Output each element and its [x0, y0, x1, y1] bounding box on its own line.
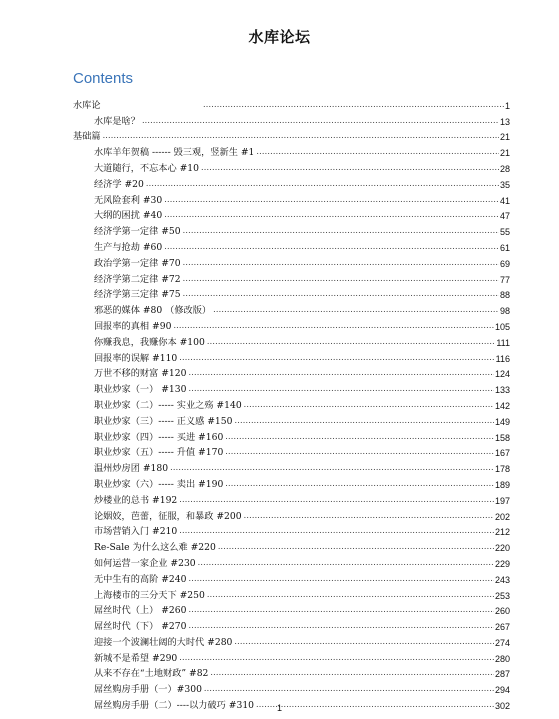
- toc-entry-page-number: 294: [494, 685, 510, 696]
- toc-entry-label: Re-Sale 为什么这么难 #220: [94, 542, 216, 554]
- toc-entry[interactable]: [73, 602, 510, 618]
- toc-entry-label: 如何运营一家企业 #230: [94, 557, 196, 569]
- toc-entry-label: 市场营销入门 #210: [94, 526, 178, 538]
- toc-entry[interactable]: [73, 680, 510, 696]
- toc-entry[interactable]: [73, 491, 510, 507]
- toc-entry[interactable]: [73, 317, 510, 333]
- toc-entry-label: 回报率的误解 #110: [94, 352, 178, 364]
- toc-dot-leader: [146, 179, 499, 191]
- toc-entry-page-number: 13: [499, 116, 510, 127]
- toc-entry[interactable]: [73, 380, 510, 396]
- contents-heading: Contents: [73, 70, 134, 87]
- toc-entry-page-number: 167: [494, 448, 510, 459]
- toc-entry[interactable]: [73, 570, 510, 586]
- toc-entry[interactable]: [73, 365, 510, 381]
- toc-entry[interactable]: [73, 207, 510, 223]
- toc-dot-leader: [207, 337, 495, 349]
- toc-entry[interactable]: [73, 222, 510, 238]
- toc-dot-leader: [201, 163, 499, 175]
- toc-entry[interactable]: [73, 175, 510, 191]
- toc-entry-page-number: 1: [504, 100, 510, 111]
- toc-entry-page-number: 260: [494, 606, 510, 617]
- toc-dot-leader: [188, 574, 494, 586]
- toc-entry-label: 职业炒家（二）----- 实业之殇 #140: [94, 399, 242, 411]
- toc-entry-page-number: 111: [496, 337, 510, 348]
- toc-entry[interactable]: [73, 286, 510, 302]
- toc-entry-page-number: 105: [494, 321, 510, 332]
- toc-dot-leader: [198, 558, 494, 570]
- toc-entry-page-number: 302: [494, 701, 510, 712]
- toc-entry-label: 新城不是希望 #290: [94, 652, 178, 664]
- toc-entry-page-number: 88: [499, 290, 510, 301]
- toc-entry-page-number: 116: [495, 353, 510, 364]
- toc-dot-leader: [173, 321, 494, 333]
- toc-dot-leader: [183, 226, 499, 238]
- toc-entry[interactable]: [73, 349, 510, 365]
- toc-entry-page-number: 189: [494, 479, 510, 490]
- toc-entry-label: 屌丝时代（下） #270: [94, 621, 187, 633]
- toc-entry[interactable]: [73, 459, 510, 475]
- toc-entry-page-number: 253: [494, 590, 510, 601]
- toc-entry[interactable]: [73, 159, 510, 175]
- toc-entry[interactable]: [73, 507, 510, 523]
- toc-entry[interactable]: [73, 333, 510, 349]
- toc-entry-label: 大道随行，不忘本心 #10: [94, 162, 199, 174]
- toc-dot-leader: [164, 210, 499, 222]
- toc-entry-page-number: 21: [499, 132, 510, 143]
- toc-entry[interactable]: [73, 665, 510, 681]
- toc-entry-label: 职业炒家（一） #130: [94, 384, 187, 396]
- toc-entry[interactable]: [73, 538, 510, 554]
- toc-entry-label: 水库羊年贺稿 ------ 毁三观，竖新生 #1: [94, 147, 255, 159]
- toc-entry[interactable]: [73, 128, 510, 144]
- toc-entry[interactable]: [73, 428, 510, 444]
- toc-dot-leader: [225, 432, 494, 444]
- toc-entry-page-number: 98: [499, 306, 510, 317]
- toc-entry-label: 论姻姣，芭蕾，征服，和暴政 #200: [94, 510, 242, 522]
- toc-entry-label: 炒楼业的总书 #192: [94, 494, 178, 506]
- toc-entry-page-number: 212: [494, 527, 510, 538]
- toc-entry[interactable]: [73, 475, 510, 491]
- toc-entry-label: 邪恶的媒体 #80 （修改版）: [94, 305, 212, 317]
- toc-entry[interactable]: [73, 412, 510, 428]
- toc-dot-leader: [218, 542, 494, 554]
- toc-entry-label: 经济学第二定律 #72: [94, 273, 181, 285]
- toc-dot-leader: [183, 258, 499, 270]
- toc-dot-leader: [234, 637, 494, 649]
- toc-dot-leader: [203, 100, 504, 112]
- toc-entry-label: 经济学 #20: [94, 178, 144, 190]
- toc-entry-page-number: 220: [494, 543, 510, 554]
- toc-entry-page-number: 280: [494, 653, 510, 664]
- toc-dot-leader: [210, 668, 494, 680]
- table-of-contents: [73, 96, 510, 712]
- toc-entry[interactable]: [73, 96, 510, 112]
- toc-entry-page-number: 178: [494, 464, 510, 475]
- toc-entry-label: 经济学第一定律 #50: [94, 226, 181, 238]
- toc-entry-page-number: 158: [494, 432, 510, 443]
- toc-entry-label: 屌丝购房手册（二）----以力破巧 #310: [94, 700, 255, 712]
- toc-entry-page-number: 142: [494, 400, 510, 411]
- toc-entry-page-number: 133: [494, 385, 510, 396]
- toc-entry[interactable]: [73, 112, 510, 128]
- toc-dot-leader: [103, 131, 499, 143]
- toc-entry-label: 回报率的真相 #90: [94, 320, 172, 332]
- toc-dot-leader: [225, 479, 494, 491]
- toc-entry-label: 上海楼市的三分天下 #250: [94, 589, 205, 601]
- toc-dot-leader: [188, 621, 494, 633]
- toc-dot-leader: [183, 289, 499, 301]
- toc-dot-leader: [204, 684, 494, 696]
- toc-entry-label: 职业炒家（六）----- 卖出 #190: [94, 478, 224, 490]
- toc-dot-leader: [164, 195, 499, 207]
- document-title: 水库论坛: [248, 28, 311, 46]
- toc-entry-page-number: 77: [499, 274, 510, 285]
- toc-entry[interactable]: [73, 444, 510, 460]
- toc-entry-label: 职业炒家（三）----- 正义感 #150: [94, 415, 233, 427]
- toc-entry-page-number: 197: [494, 495, 510, 506]
- toc-entry-page-number: 202: [494, 511, 510, 522]
- toc-dot-leader: [213, 305, 499, 317]
- toc-entry-page-number: 149: [494, 416, 510, 427]
- toc-entry-page-number: 55: [499, 227, 510, 238]
- toc-dot-leader: [170, 463, 494, 475]
- toc-dot-leader: [179, 353, 494, 365]
- toc-dot-leader: [188, 368, 494, 380]
- toc-entry[interactable]: [73, 143, 510, 159]
- toc-entry-label: 职业炒家（五）----- 升值 #170: [94, 447, 224, 459]
- toc-entry-label: 政治学第一定律 #70: [94, 257, 181, 269]
- toc-dot-leader: [188, 605, 494, 617]
- toc-dot-leader: [244, 511, 494, 523]
- toc-dot-leader: [188, 384, 494, 396]
- toc-entry[interactable]: [73, 238, 510, 254]
- toc-dot-leader: [164, 242, 499, 254]
- toc-entry-label: 你赚我息，我赚你本 #100: [94, 336, 205, 348]
- toc-entry-label: 无中生有的高阶 #240: [94, 573, 187, 585]
- toc-entry-label: 迎接一个波澜壮阔的大时代 #280: [94, 636, 233, 648]
- toc-entry[interactable]: [73, 254, 510, 270]
- toc-entry-page-number: 28: [499, 163, 510, 174]
- toc-entry[interactable]: [73, 633, 510, 649]
- toc-dot-leader: [256, 147, 499, 159]
- toc-dot-leader: [207, 590, 494, 602]
- toc-entry-label: 大纲的困扰 #40: [94, 210, 163, 222]
- toc-entry-page-number: 47: [499, 211, 510, 222]
- toc-dot-leader: [179, 495, 494, 507]
- toc-entry-label: 基础篇: [73, 131, 101, 143]
- toc-entry[interactable]: [73, 396, 510, 412]
- footer-page-number: 1: [276, 703, 282, 713]
- toc-entry[interactable]: [73, 301, 510, 317]
- toc-dot-leader: [142, 116, 499, 128]
- toc-dot-leader: [244, 400, 494, 412]
- toc-entry-page-number: 287: [494, 669, 510, 680]
- toc-entry-label: 水库论: [73, 99, 101, 111]
- toc-entry-label: 屌丝时代（上） #260: [94, 605, 187, 617]
- toc-dot-leader: [225, 447, 494, 459]
- toc-dot-leader: [179, 653, 494, 665]
- toc-entry-label: 从来不存在“土地财政” #82: [94, 668, 209, 680]
- toc-entry[interactable]: [73, 523, 510, 539]
- toc-entry-label: 万世不移的财富 #120: [94, 368, 187, 380]
- toc-entry[interactable]: [73, 270, 510, 286]
- toc-entry-label: 生产与抢劫 #60: [94, 241, 163, 253]
- toc-entry-label: 水库是啥？: [94, 115, 140, 127]
- toc-entry-page-number: 267: [494, 622, 510, 633]
- toc-entry-page-number: 35: [499, 179, 510, 190]
- toc-entry[interactable]: [73, 586, 510, 602]
- toc-dot-leader: [183, 274, 499, 286]
- toc-entry-label: 职业炒家（四）----- 买进 #160: [94, 431, 224, 443]
- toc-entry[interactable]: [73, 191, 510, 207]
- toc-entry[interactable]: [73, 649, 510, 665]
- toc-entry-page-number: 69: [499, 258, 510, 269]
- toc-entry-page-number: 41: [499, 195, 510, 206]
- toc-entry-page-number: 124: [494, 369, 510, 380]
- toc-entry-page-number: 243: [494, 574, 510, 585]
- toc-entry-page-number: 229: [494, 558, 510, 569]
- toc-entry[interactable]: [73, 554, 510, 570]
- toc-entry-label: 温州炒房团 #180: [94, 463, 169, 475]
- toc-entry-page-number: 61: [499, 242, 510, 253]
- toc-entry-page-number: 274: [494, 637, 510, 648]
- toc-entry-label: 屌丝购房手册（一）#300: [94, 684, 202, 696]
- toc-entry[interactable]: [73, 617, 510, 633]
- toc-entry-label: 无风险套利 #30: [94, 194, 163, 206]
- toc-entry-label: 经济学第三定律 #75: [94, 289, 181, 301]
- toc-entry-page-number: 21: [499, 148, 510, 159]
- toc-dot-leader: [179, 526, 494, 538]
- toc-dot-leader: [234, 416, 493, 428]
